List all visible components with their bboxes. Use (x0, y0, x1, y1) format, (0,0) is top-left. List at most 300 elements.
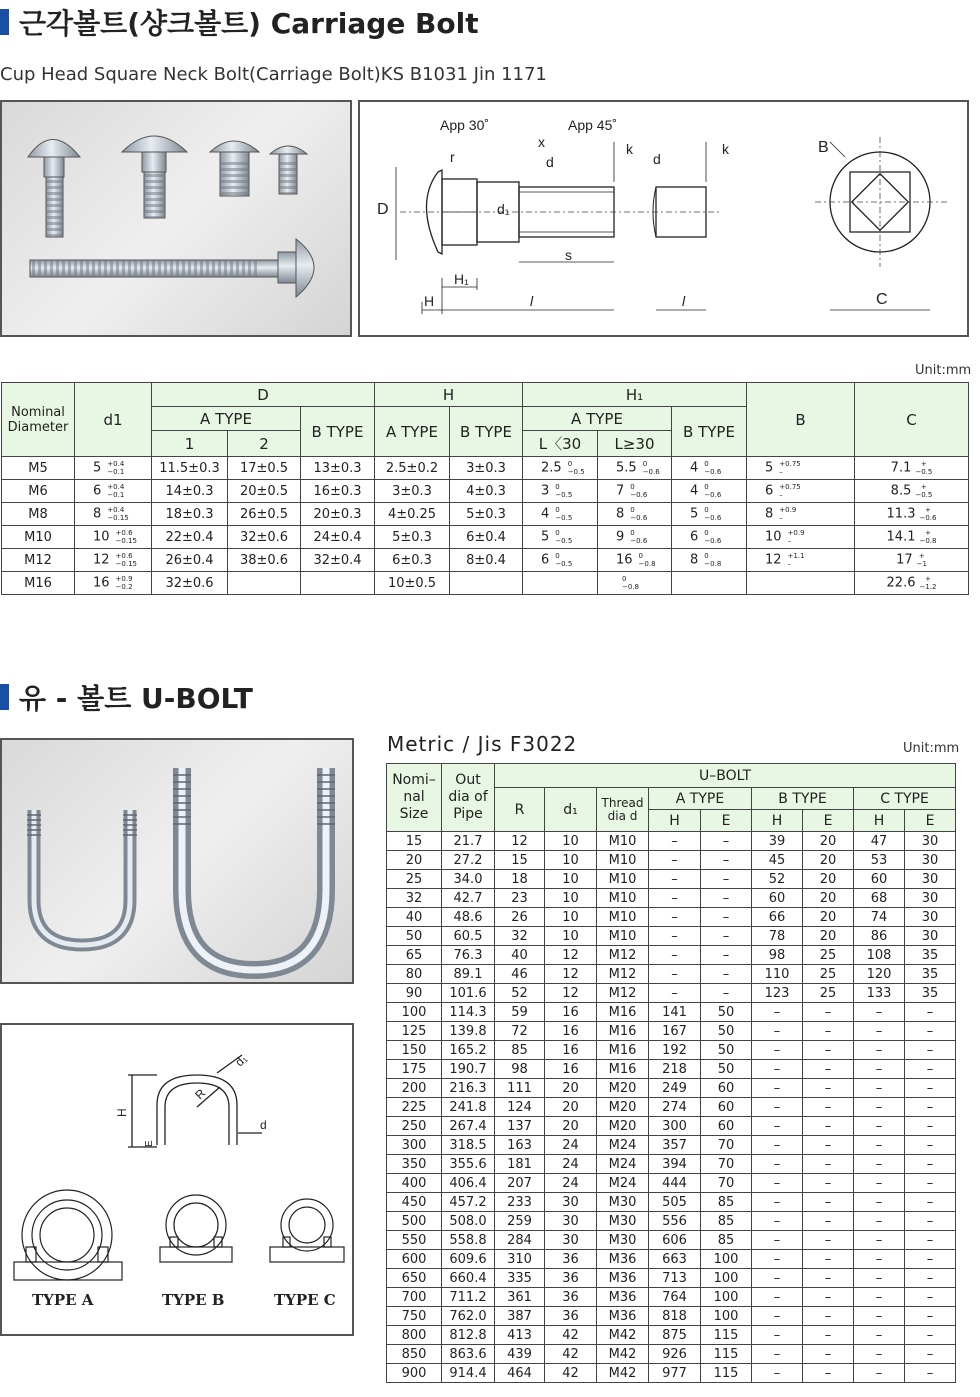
cell-d1: 36 (545, 1250, 597, 1269)
type-a-label: TYPE A (32, 1291, 94, 1309)
cell-nominal: 15 (387, 832, 442, 851)
cell-r: 85 (495, 1041, 545, 1060)
cell-thread: M42 (597, 1364, 649, 1383)
col-thread: Thread dia d (597, 788, 649, 832)
table-row (387, 870, 956, 889)
cell-a-h: – (649, 946, 701, 965)
cell-h1-lt30 (523, 503, 598, 526)
cell-nominal: M6 (2, 480, 75, 503)
cell-h-b (450, 572, 523, 595)
cell-a-e: 50 (701, 1041, 752, 1060)
cell-a-h: 505 (649, 1193, 701, 1212)
cell-b-value: 5 (765, 460, 774, 476)
cell-h1-lt30-tol-lower: −0.5 (555, 560, 573, 568)
cell-d1: 24 (545, 1136, 597, 1155)
cell-b-e: – (803, 1155, 854, 1174)
cell-h1-b-tol-lower: −0.6 (704, 468, 722, 476)
cell-h-b: 4±0.3 (450, 480, 523, 503)
cell-h-b: 6±0.4 (450, 526, 523, 549)
cell-out-dia: 89.1 (442, 965, 495, 984)
cell-d-a1: 32±0.6 (152, 572, 228, 595)
cell-h1-b-value: 8 (690, 552, 699, 568)
cell-c-h: – (854, 1288, 905, 1307)
cell-c-e: 30 (905, 889, 956, 908)
cell-b (747, 480, 855, 503)
cell-b-e: – (803, 1250, 854, 1269)
table-row (387, 1307, 956, 1326)
table-row (387, 1098, 956, 1117)
cell-nominal: 90 (387, 984, 442, 1003)
cell-b-h: – (752, 1022, 803, 1041)
cell-a-h: 926 (649, 1345, 701, 1364)
cell-b-e: – (803, 1231, 854, 1250)
ubolt-label-R: R (192, 1086, 209, 1103)
cell-nominal: 100 (387, 1003, 442, 1022)
cell-h1-ge30-tol-upper: 0 (622, 575, 627, 583)
cell-a-h: 300 (649, 1117, 701, 1136)
cell-h1-ge30-tol-lower: −0.6 (630, 514, 648, 522)
cell-b-h: – (752, 1003, 803, 1022)
cell-d1-tol-lower: −0.2 (115, 583, 133, 591)
cell-c-h: 60 (854, 870, 905, 889)
cell-thread: M10 (597, 927, 649, 946)
cell-out-dia: 914.4 (442, 1364, 495, 1383)
cell-r: 26 (495, 908, 545, 927)
cell-a-e: – (701, 832, 752, 851)
heading-marker (0, 684, 9, 710)
cell-h1-lt30 (523, 457, 598, 480)
cell-c-tolerance (917, 552, 927, 568)
cell-h1-ge30-value: 9 (616, 529, 625, 545)
cell-c-e: – (905, 1364, 956, 1383)
cell-d-a1: 14±0.3 (152, 480, 228, 503)
cell-d-a1: 11.5±0.3 (152, 457, 228, 480)
cell-nominal: 700 (387, 1288, 442, 1307)
cell-d1-tolerance (107, 483, 124, 499)
cell-b-h: – (752, 1117, 803, 1136)
cell-b-e: – (803, 1022, 854, 1041)
cell-h1-b-tol-upper: 0 (704, 506, 709, 514)
cell-out-dia: 60.5 (442, 927, 495, 946)
cell-h1-lt30-tol-upper: 0 (567, 460, 573, 468)
cell-d-a2: 20±0.5 (228, 480, 301, 503)
cell-h1-lt30-tol-lower: −0.5 (555, 514, 573, 522)
table-row (387, 927, 956, 946)
cell-r: 233 (495, 1193, 545, 1212)
ubolt-standard: Metric / Jis F3022 (387, 732, 578, 756)
cell-a-h: – (649, 870, 701, 889)
cell-nominal: 650 (387, 1269, 442, 1288)
cell-c-h: 68 (854, 889, 905, 908)
label-d-a: d (546, 154, 554, 170)
cell-out-dia: 27.2 (442, 851, 495, 870)
cell-c-h: – (854, 1117, 905, 1136)
cell-a-e: – (701, 889, 752, 908)
cell-c (855, 457, 969, 480)
cell-d1: 12 (545, 946, 597, 965)
cell-d1: 12 (545, 965, 597, 984)
table-row (387, 1079, 956, 1098)
table-row (387, 1174, 956, 1193)
cell-d1: 42 (545, 1364, 597, 1383)
cell-d1-tolerance (116, 529, 137, 545)
cell-c (855, 480, 969, 503)
col-d1: d₁ (545, 788, 597, 832)
cell-d1 (75, 457, 152, 480)
cell-a-h: 274 (649, 1098, 701, 1117)
table-row (387, 1326, 956, 1345)
cell-out-dia: 508.0 (442, 1212, 495, 1231)
cell-thread: M36 (597, 1288, 649, 1307)
cell-c-h: – (854, 1269, 905, 1288)
cell-d1: 24 (545, 1155, 597, 1174)
cell-h1-ge30-tolerance (630, 506, 647, 522)
cell-h1-lt30-tol-lower: −0.5 (567, 468, 585, 476)
cell-b-h: – (752, 1231, 803, 1250)
cell-a-h: 357 (649, 1136, 701, 1155)
cell-nominal: 200 (387, 1079, 442, 1098)
cell-thread: M42 (597, 1345, 649, 1364)
cell-out-dia: 318.5 (442, 1136, 495, 1155)
cell-d1: 42 (545, 1345, 597, 1364)
cell-a-h: 875 (649, 1326, 701, 1345)
cell-thread: M16 (597, 1003, 649, 1022)
cell-b-h: 66 (752, 908, 803, 927)
cell-nominal: 175 (387, 1060, 442, 1079)
cell-a-e: 85 (701, 1231, 752, 1250)
cell-nominal: 800 (387, 1326, 442, 1345)
cell-nominal: M12 (2, 549, 75, 572)
carriage-bolt-title: 근각볼트(샹크볼트) Carriage Bolt (19, 7, 479, 40)
cell-nominal: 250 (387, 1117, 442, 1136)
cell-h1-b-value: 6 (690, 529, 699, 545)
cell-h1-b-tolerance (704, 460, 721, 476)
cell-out-dia: 21.7 (442, 832, 495, 851)
carriage-bolt-subtitle: Cup Head Square Neck Bolt(Carriage Bolt)KS B1031 Jin 1171 (0, 64, 547, 85)
cell-d1-tol-upper: +0.6 (115, 529, 133, 537)
cell-c-value: 22.6 (886, 575, 916, 591)
cell-nominal: 300 (387, 1136, 442, 1155)
cell-d1: 16 (545, 1022, 597, 1041)
cell-h1-lt30-tolerance (555, 552, 572, 568)
cell-b-h: – (752, 1155, 803, 1174)
cell-d1: 10 (545, 851, 597, 870)
cell-h1-ge30-tol-lower: −0.6 (630, 491, 648, 499)
cell-c-h: – (854, 1003, 905, 1022)
cell-h1-lt30-tol-upper: 0 (555, 552, 560, 560)
cell-b-h: 45 (752, 851, 803, 870)
table-row (387, 1003, 956, 1022)
table-row (2, 526, 969, 549)
cell-thread: M16 (597, 1060, 649, 1079)
cell-a-e: – (701, 984, 752, 1003)
label-r: r (450, 149, 455, 165)
cell-b-h: 98 (752, 946, 803, 965)
table-row (387, 1022, 956, 1041)
cell-h1-b (672, 572, 747, 595)
cell-r: 124 (495, 1098, 545, 1117)
cell-c (855, 572, 969, 595)
cell-b-e: – (803, 1098, 854, 1117)
cell-thread: M30 (597, 1212, 649, 1231)
cell-a-e: – (701, 851, 752, 870)
cell-h1-lt30 (523, 480, 598, 503)
cell-b-tol-lower: – (779, 491, 783, 499)
cell-h1-ge30-tol-upper: 0 (630, 529, 635, 537)
cell-out-dia: 457.2 (442, 1193, 495, 1212)
label-k-a: k (626, 141, 633, 157)
cell-out-dia: 267.4 (442, 1117, 495, 1136)
cell-h1-b-tol-lower: −0.6 (704, 514, 722, 522)
cell-d1-tol-lower: −0.15 (107, 514, 129, 522)
cell-r: 12 (495, 832, 545, 851)
cell-d1 (75, 503, 152, 526)
cell-h1-ge30-value: 8 (616, 506, 625, 522)
cell-nominal: 600 (387, 1250, 442, 1269)
col-H1-b-type: B TYPE (672, 407, 747, 457)
cell-thread: M16 (597, 1022, 649, 1041)
cell-d-a2: 38±0.6 (228, 549, 301, 572)
cell-a-h: 556 (649, 1212, 701, 1231)
cell-h1-b-tolerance (704, 529, 721, 545)
cell-b-tol-upper: +1.1 (787, 552, 805, 560)
cell-nominal: 32 (387, 889, 442, 908)
cell-out-dia: 711.2 (442, 1288, 495, 1307)
cell-c-h: – (854, 1136, 905, 1155)
table-row (387, 1212, 956, 1231)
label-B: B (818, 139, 829, 156)
cell-b-h: – (752, 1193, 803, 1212)
ubolt-label-H: H (115, 1108, 129, 1117)
cell-c-e: – (905, 1117, 956, 1136)
cell-a-h: – (649, 851, 701, 870)
cell-b-h: – (752, 1041, 803, 1060)
col-out-dia: Out dia of Pipe (442, 764, 495, 832)
cell-b-tolerance (779, 460, 800, 476)
cell-c-tol-upper: + (920, 483, 927, 491)
cell-a-h: – (649, 965, 701, 984)
cell-d-b: 20±0.3 (301, 503, 375, 526)
cell-h1-ge30-tol-lower: −0.8 (622, 583, 639, 591)
cell-d1: 20 (545, 1098, 597, 1117)
cell-h-b: 8±0.4 (450, 549, 523, 572)
cell-b-e: – (803, 1345, 854, 1364)
cell-r: 23 (495, 889, 545, 908)
cell-nominal: 20 (387, 851, 442, 870)
cell-thread: M24 (597, 1136, 649, 1155)
cell-a-h: 444 (649, 1174, 701, 1193)
cell-h1-lt30-tol-upper: 0 (555, 506, 560, 514)
cell-r: 387 (495, 1307, 545, 1326)
cell-c-tol-upper: + (918, 552, 925, 560)
cell-c-value: 7.1 (890, 460, 912, 476)
cell-thread: M16 (597, 1041, 649, 1060)
cell-c-h: – (854, 1022, 905, 1041)
cell-r: 46 (495, 965, 545, 984)
cell-a-e: 70 (701, 1136, 752, 1155)
col-c-type: C TYPE (854, 788, 956, 810)
cell-out-dia: 406.4 (442, 1174, 495, 1193)
cell-h1-ge30-tol-upper: 0 (630, 506, 635, 514)
ubolt-schematic (2, 1025, 354, 1336)
col-H-a-type: A TYPE (375, 407, 450, 457)
cell-out-dia: 139.8 (442, 1022, 495, 1041)
cell-h1-ge30-tolerance (643, 460, 660, 476)
cell-nominal: 400 (387, 1174, 442, 1193)
cell-h1-lt30 (523, 526, 598, 549)
cell-out-dia: 812.8 (442, 1326, 495, 1345)
cell-h1-b-tol-lower: −0.6 (704, 491, 722, 499)
cell-b-value: 6 (765, 483, 774, 499)
cell-b-h: 60 (752, 889, 803, 908)
cell-c (855, 526, 969, 549)
cell-b-e: – (803, 1117, 854, 1136)
cell-c-tol-lower: −1 (916, 560, 927, 568)
cell-c-e: – (905, 1307, 956, 1326)
cell-c-e: 30 (905, 908, 956, 927)
cell-c-tolerance (919, 506, 936, 522)
cell-d1: 36 (545, 1288, 597, 1307)
cell-h1-b-value: 4 (690, 460, 699, 476)
cell-d-a1: 26±0.4 (152, 549, 228, 572)
cell-c-h: 108 (854, 946, 905, 965)
cell-h1-ge30 (598, 457, 672, 480)
cell-c-h: – (854, 1250, 905, 1269)
cell-d1: 20 (545, 1117, 597, 1136)
table-row (387, 1117, 956, 1136)
ubolt-table (386, 763, 956, 1383)
cell-c-tolerance (915, 460, 932, 476)
cell-c-h: – (854, 1326, 905, 1345)
cell-thread: M20 (597, 1098, 649, 1117)
table-row (387, 946, 956, 965)
cell-a-h: 141 (649, 1003, 701, 1022)
cell-h1-b-tol-lower: −0.6 (704, 537, 722, 545)
cell-c-e: – (905, 1269, 956, 1288)
cell-d-b: 24±0.4 (301, 526, 375, 549)
label-H: H (424, 293, 435, 309)
cell-a-e: 50 (701, 1003, 752, 1022)
cell-c-e: – (905, 1060, 956, 1079)
cell-d1: 24 (545, 1174, 597, 1193)
cell-a-h: – (649, 832, 701, 851)
cell-c-value: 11.3 (886, 506, 916, 522)
cell-h-a: 2.5±0.2 (375, 457, 450, 480)
cell-c-tol-upper: + (925, 506, 931, 514)
cell-out-dia: 241.8 (442, 1098, 495, 1117)
carriage-bolt-schematic (360, 102, 969, 337)
cell-c-tol-lower: −0.8 (919, 537, 937, 545)
cell-b-e: 25 (803, 984, 854, 1003)
cell-c-e: 35 (905, 965, 956, 984)
cell-h1-ge30 (598, 503, 672, 526)
cell-r: 163 (495, 1136, 545, 1155)
table-row (2, 457, 969, 480)
ubolt-label-d: d (260, 1118, 267, 1132)
cell-d1-tol-upper: +0.4 (107, 506, 125, 514)
table-row (2, 503, 969, 526)
cell-c-tol-upper: + (925, 575, 931, 583)
ubolt-label-d1: d₁ (232, 1051, 250, 1070)
cell-h1-ge30-tol-lower: −0.6 (630, 537, 648, 545)
cell-a-e: – (701, 908, 752, 927)
table-row (387, 1364, 956, 1383)
cell-d1-tol-upper: +0.9 (115, 575, 133, 583)
cell-c (855, 549, 969, 572)
cell-h1-lt30-tolerance (568, 460, 585, 476)
cell-c-e: – (905, 1250, 956, 1269)
table-row (387, 1269, 956, 1288)
cell-d1: 12 (545, 984, 597, 1003)
cell-h1-ge30-value: 7 (616, 483, 625, 499)
cell-d1-value: 6 (93, 483, 102, 499)
cell-h1-ge30 (598, 480, 672, 503)
cell-b-tol-upper: +0.75 (779, 483, 801, 491)
table-row (387, 851, 956, 870)
cell-nominal: 550 (387, 1231, 442, 1250)
cell-d1-tol-upper: +0.4 (107, 483, 125, 491)
cell-d-b: 16±0.3 (301, 480, 375, 503)
cell-b-h: 123 (752, 984, 803, 1003)
cell-b-h: – (752, 1364, 803, 1383)
cell-r: 335 (495, 1269, 545, 1288)
cell-h1-ge30 (598, 572, 672, 595)
cell-h1-b-value: 4 (690, 483, 699, 499)
cell-d1: 36 (545, 1307, 597, 1326)
cell-a-e: 70 (701, 1174, 752, 1193)
cell-r: 439 (495, 1345, 545, 1364)
table-row (387, 832, 956, 851)
cell-d1: 42 (545, 1326, 597, 1345)
cell-h1-b (672, 549, 747, 572)
cell-h1-ge30 (598, 549, 672, 572)
cell-h-b: 3±0.3 (450, 457, 523, 480)
cell-b-value: 10 (765, 529, 782, 545)
cell-c-e: – (905, 1288, 956, 1307)
cell-d1: 16 (545, 1060, 597, 1079)
cell-nominal: M5 (2, 457, 75, 480)
cell-a-e: – (701, 965, 752, 984)
cell-out-dia: 114.3 (442, 1003, 495, 1022)
cell-h1-ge30-tol-upper: 0 (630, 483, 635, 491)
cell-b-e: 20 (803, 851, 854, 870)
cell-a-h: – (649, 889, 701, 908)
col-H: H (375, 383, 523, 407)
table-row (387, 1250, 956, 1269)
cell-r: 137 (495, 1117, 545, 1136)
cell-a-h: 977 (649, 1364, 701, 1383)
cell-b (747, 549, 855, 572)
cell-d1: 10 (545, 889, 597, 908)
cell-c-h: – (854, 1060, 905, 1079)
cell-b-e: 20 (803, 908, 854, 927)
cell-thread: M10 (597, 851, 649, 870)
cell-d1-tolerance (107, 506, 128, 522)
cell-a-e: 100 (701, 1269, 752, 1288)
table-row (387, 908, 956, 927)
cell-a-h: 249 (649, 1079, 701, 1098)
label-app30: App 30˚ (440, 117, 490, 133)
cell-h1-lt30-value: 4 (541, 506, 550, 522)
cell-a-e: 50 (701, 1022, 752, 1041)
table-row (387, 1193, 956, 1212)
cell-h1-lt30-tol-lower: −0.5 (555, 537, 573, 545)
cell-r: 32 (495, 927, 545, 946)
col-c-E: E (905, 810, 956, 832)
cell-d1 (75, 526, 152, 549)
cell-d-a2: 32±0.6 (228, 526, 301, 549)
cell-c-e: 30 (905, 851, 956, 870)
